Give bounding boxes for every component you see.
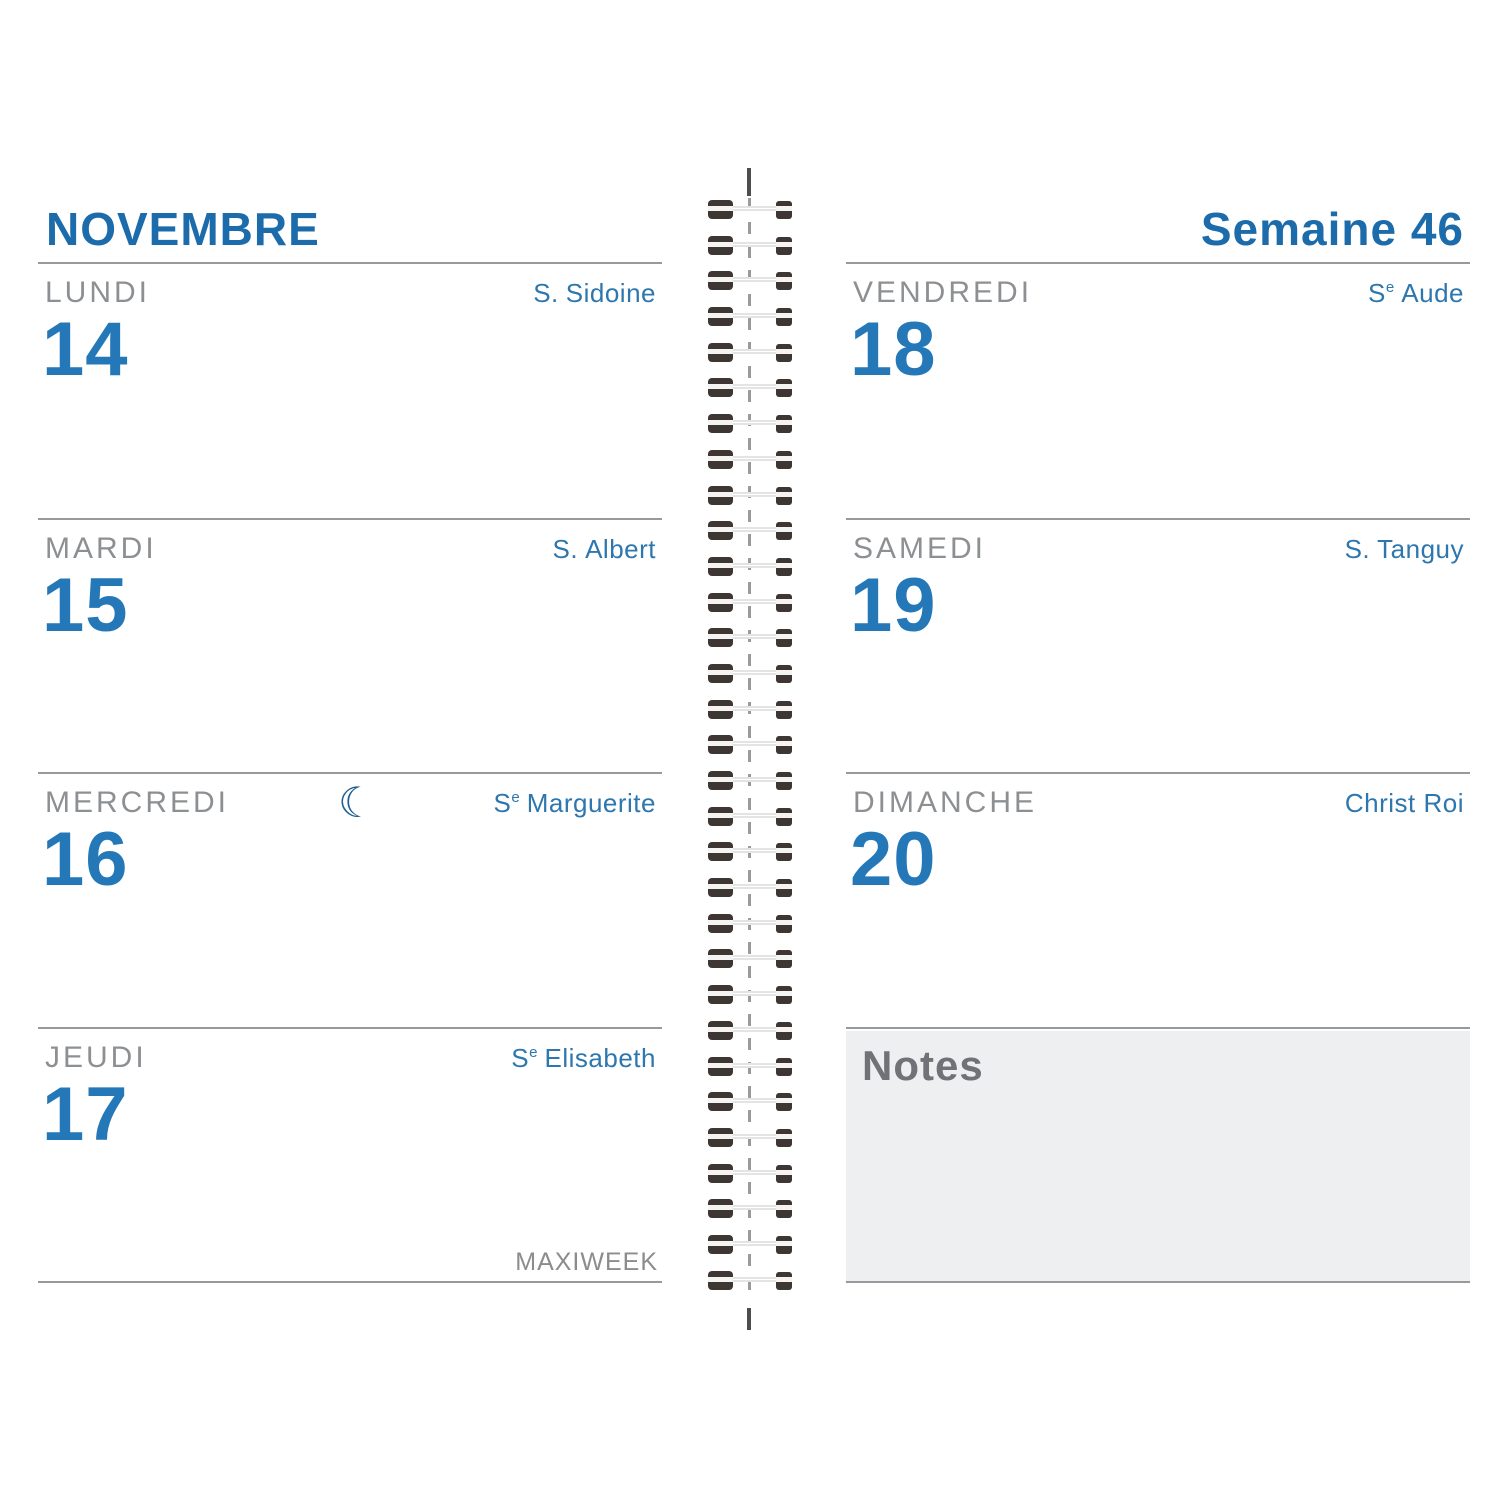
wire-left-clip [708, 985, 733, 1004]
spiral-loop [700, 914, 800, 933]
wire-left-clip [708, 949, 733, 968]
day-number: 17 [42, 1072, 129, 1157]
spiral-loop [700, 450, 800, 469]
wire-right-clip [776, 487, 792, 505]
saint-of-day: $S^e$ Aude [1368, 278, 1464, 308]
day-number: 16 [42, 817, 129, 902]
spiral-loop [700, 200, 800, 219]
wire-left-clip [708, 343, 733, 362]
day-name-label: VENDREDI [853, 276, 1033, 309]
wire-left-clip [708, 878, 733, 897]
spiral-loop [700, 628, 800, 647]
wire-left-clip [708, 1128, 733, 1147]
wire-left-clip [708, 700, 733, 719]
wire-left-clip [708, 664, 733, 683]
day-header [846, 534, 1470, 564]
day-number: 20 [850, 817, 937, 902]
wire-right-clip [776, 629, 792, 647]
day-header [38, 1043, 662, 1073]
wire-left-clip [708, 628, 733, 647]
wire-right-clip [776, 1272, 792, 1290]
wire-left-clip [708, 521, 733, 540]
spiral-loop [700, 807, 800, 826]
wire-right-clip [776, 1236, 792, 1254]
day-name-label: JEUDI [45, 1041, 147, 1074]
wire-left-clip [708, 557, 733, 576]
day-header [846, 278, 1470, 308]
wire-right-clip [776, 1058, 792, 1076]
wire-right-clip [776, 1200, 792, 1218]
spiral-loop [700, 236, 800, 255]
spiral-loop [700, 1199, 800, 1218]
wire-right-clip [776, 272, 792, 290]
month-title: NOVEMBRE [46, 203, 320, 255]
wire-right-clip [776, 237, 792, 255]
day-name-label: SAMEDI [853, 532, 987, 565]
day-header [38, 534, 662, 564]
day-name-label: DIMANCHE [853, 786, 1038, 819]
wire-right-clip [776, 986, 792, 1004]
wire-right-clip [776, 415, 792, 433]
spiral-loop [700, 1092, 800, 1111]
day-name-label: MERCREDI [45, 786, 230, 819]
wire-right-clip [776, 1022, 792, 1040]
wire-right-clip [776, 701, 792, 719]
day-block-dimanche [846, 774, 1470, 974]
spiral-loop [700, 307, 800, 326]
wire-right-clip [776, 915, 792, 933]
wire-left-clip [708, 1271, 733, 1290]
wire-left-clip [708, 1199, 733, 1218]
wire-left-clip [708, 735, 733, 754]
spiral-loop [700, 1128, 800, 1147]
spiral-loop [700, 878, 800, 897]
spiral-loop [700, 557, 800, 576]
wire-left-clip [708, 378, 733, 397]
wire-left-clip [708, 1021, 733, 1040]
day-block-samedi [846, 520, 1470, 720]
spiral-loop [700, 1021, 800, 1040]
wire-right-clip [776, 1129, 792, 1147]
saint-of-day: S. Sidoine [533, 278, 656, 308]
gutter-bottom-tick [747, 1308, 751, 1330]
page-bottom-divider [38, 1281, 662, 1283]
spiral-loop [700, 593, 800, 612]
wire-right-clip [776, 379, 792, 397]
spiral-loop [700, 1235, 800, 1254]
wire-right-clip [776, 344, 792, 362]
wire-right-clip [776, 594, 792, 612]
day-name-label: LUNDI [45, 276, 151, 309]
spiral-loop [700, 271, 800, 290]
day-name-label: MARDI [45, 532, 157, 565]
wire-left-clip [708, 1092, 733, 1111]
wire-left-clip [708, 271, 733, 290]
wire-left-clip [708, 593, 733, 612]
day-number: 19 [850, 563, 937, 648]
wire-right-clip [776, 879, 792, 897]
spiral-loop [700, 378, 800, 397]
spiral-loop [700, 1271, 800, 1290]
saint-of-day: S. Albert [552, 534, 656, 564]
day-header [846, 788, 1470, 818]
wire-right-clip [776, 558, 792, 576]
wire-right-clip [776, 772, 792, 790]
day-header [38, 278, 662, 308]
wire-right-clip [776, 736, 792, 754]
week-number-title: Semaine 46 [1200, 203, 1464, 255]
wire-left-clip [708, 200, 733, 219]
day-block-vendredi [846, 264, 1470, 464]
moon-phase-icon: ☾ [338, 779, 376, 826]
wire-left-clip [708, 1235, 733, 1254]
spiral-loop [700, 771, 800, 790]
wire-left-clip [708, 414, 733, 433]
spiral-loop [700, 486, 800, 505]
spiral-loop [700, 700, 800, 719]
wire-left-clip [708, 1057, 733, 1076]
spiral-loop [700, 842, 800, 861]
brand-maxiweek: MAXIWEEK [515, 1248, 658, 1276]
wire-left-clip [708, 450, 733, 469]
wire-left-clip [708, 914, 733, 933]
spiral-loop [700, 1164, 800, 1183]
gutter-top-tick [747, 168, 751, 196]
wire-left-clip [708, 771, 733, 790]
spiral-binding [700, 168, 800, 1330]
wire-left-clip [708, 307, 733, 326]
wire-left-clip [708, 236, 733, 255]
row-divider [846, 1027, 1470, 1029]
saint-of-day: $S^e$ Marguerite [493, 788, 656, 818]
day-block-lundi [38, 264, 662, 464]
spiral-loop [700, 521, 800, 540]
notes-label: Notes [862, 1042, 984, 1089]
spiral-loop [700, 1057, 800, 1076]
day-block-mardi [38, 520, 662, 720]
spiral-loop [700, 985, 800, 1004]
saint-of-day: Christ Roi [1344, 788, 1464, 818]
spiral-loop [700, 735, 800, 754]
saint-of-day: S. Tanguy [1344, 534, 1464, 564]
spiral-loop [700, 664, 800, 683]
spiral-loop [700, 414, 800, 433]
spiral-loop [700, 343, 800, 362]
page-bottom-divider [846, 1281, 1470, 1283]
wire-right-clip [776, 522, 792, 540]
saint-of-day: $S^e$ Elisabeth [511, 1043, 656, 1073]
right-page [846, 0, 1470, 1500]
wire-right-clip [776, 950, 792, 968]
wire-right-clip [776, 843, 792, 861]
wire-right-clip [776, 1093, 792, 1111]
spiral-loop [700, 949, 800, 968]
day-block-jeudi [38, 1029, 662, 1229]
wire-left-clip [708, 1164, 733, 1183]
spiral-loops [700, 200, 800, 1290]
wire-right-clip [776, 201, 792, 219]
wire-left-clip [708, 807, 733, 826]
notes-area [846, 1031, 1470, 1281]
day-block-mercredi [38, 774, 662, 974]
day-number: 18 [850, 307, 937, 392]
wire-left-clip [708, 486, 733, 505]
wire-right-clip [776, 308, 792, 326]
day-number: 14 [42, 307, 129, 392]
wire-right-clip [776, 1165, 792, 1183]
wire-left-clip [708, 842, 733, 861]
wire-right-clip [776, 451, 792, 469]
left-page [38, 0, 662, 1500]
wire-right-clip [776, 665, 792, 683]
day-number: 15 [42, 563, 129, 648]
wire-right-clip [776, 808, 792, 826]
